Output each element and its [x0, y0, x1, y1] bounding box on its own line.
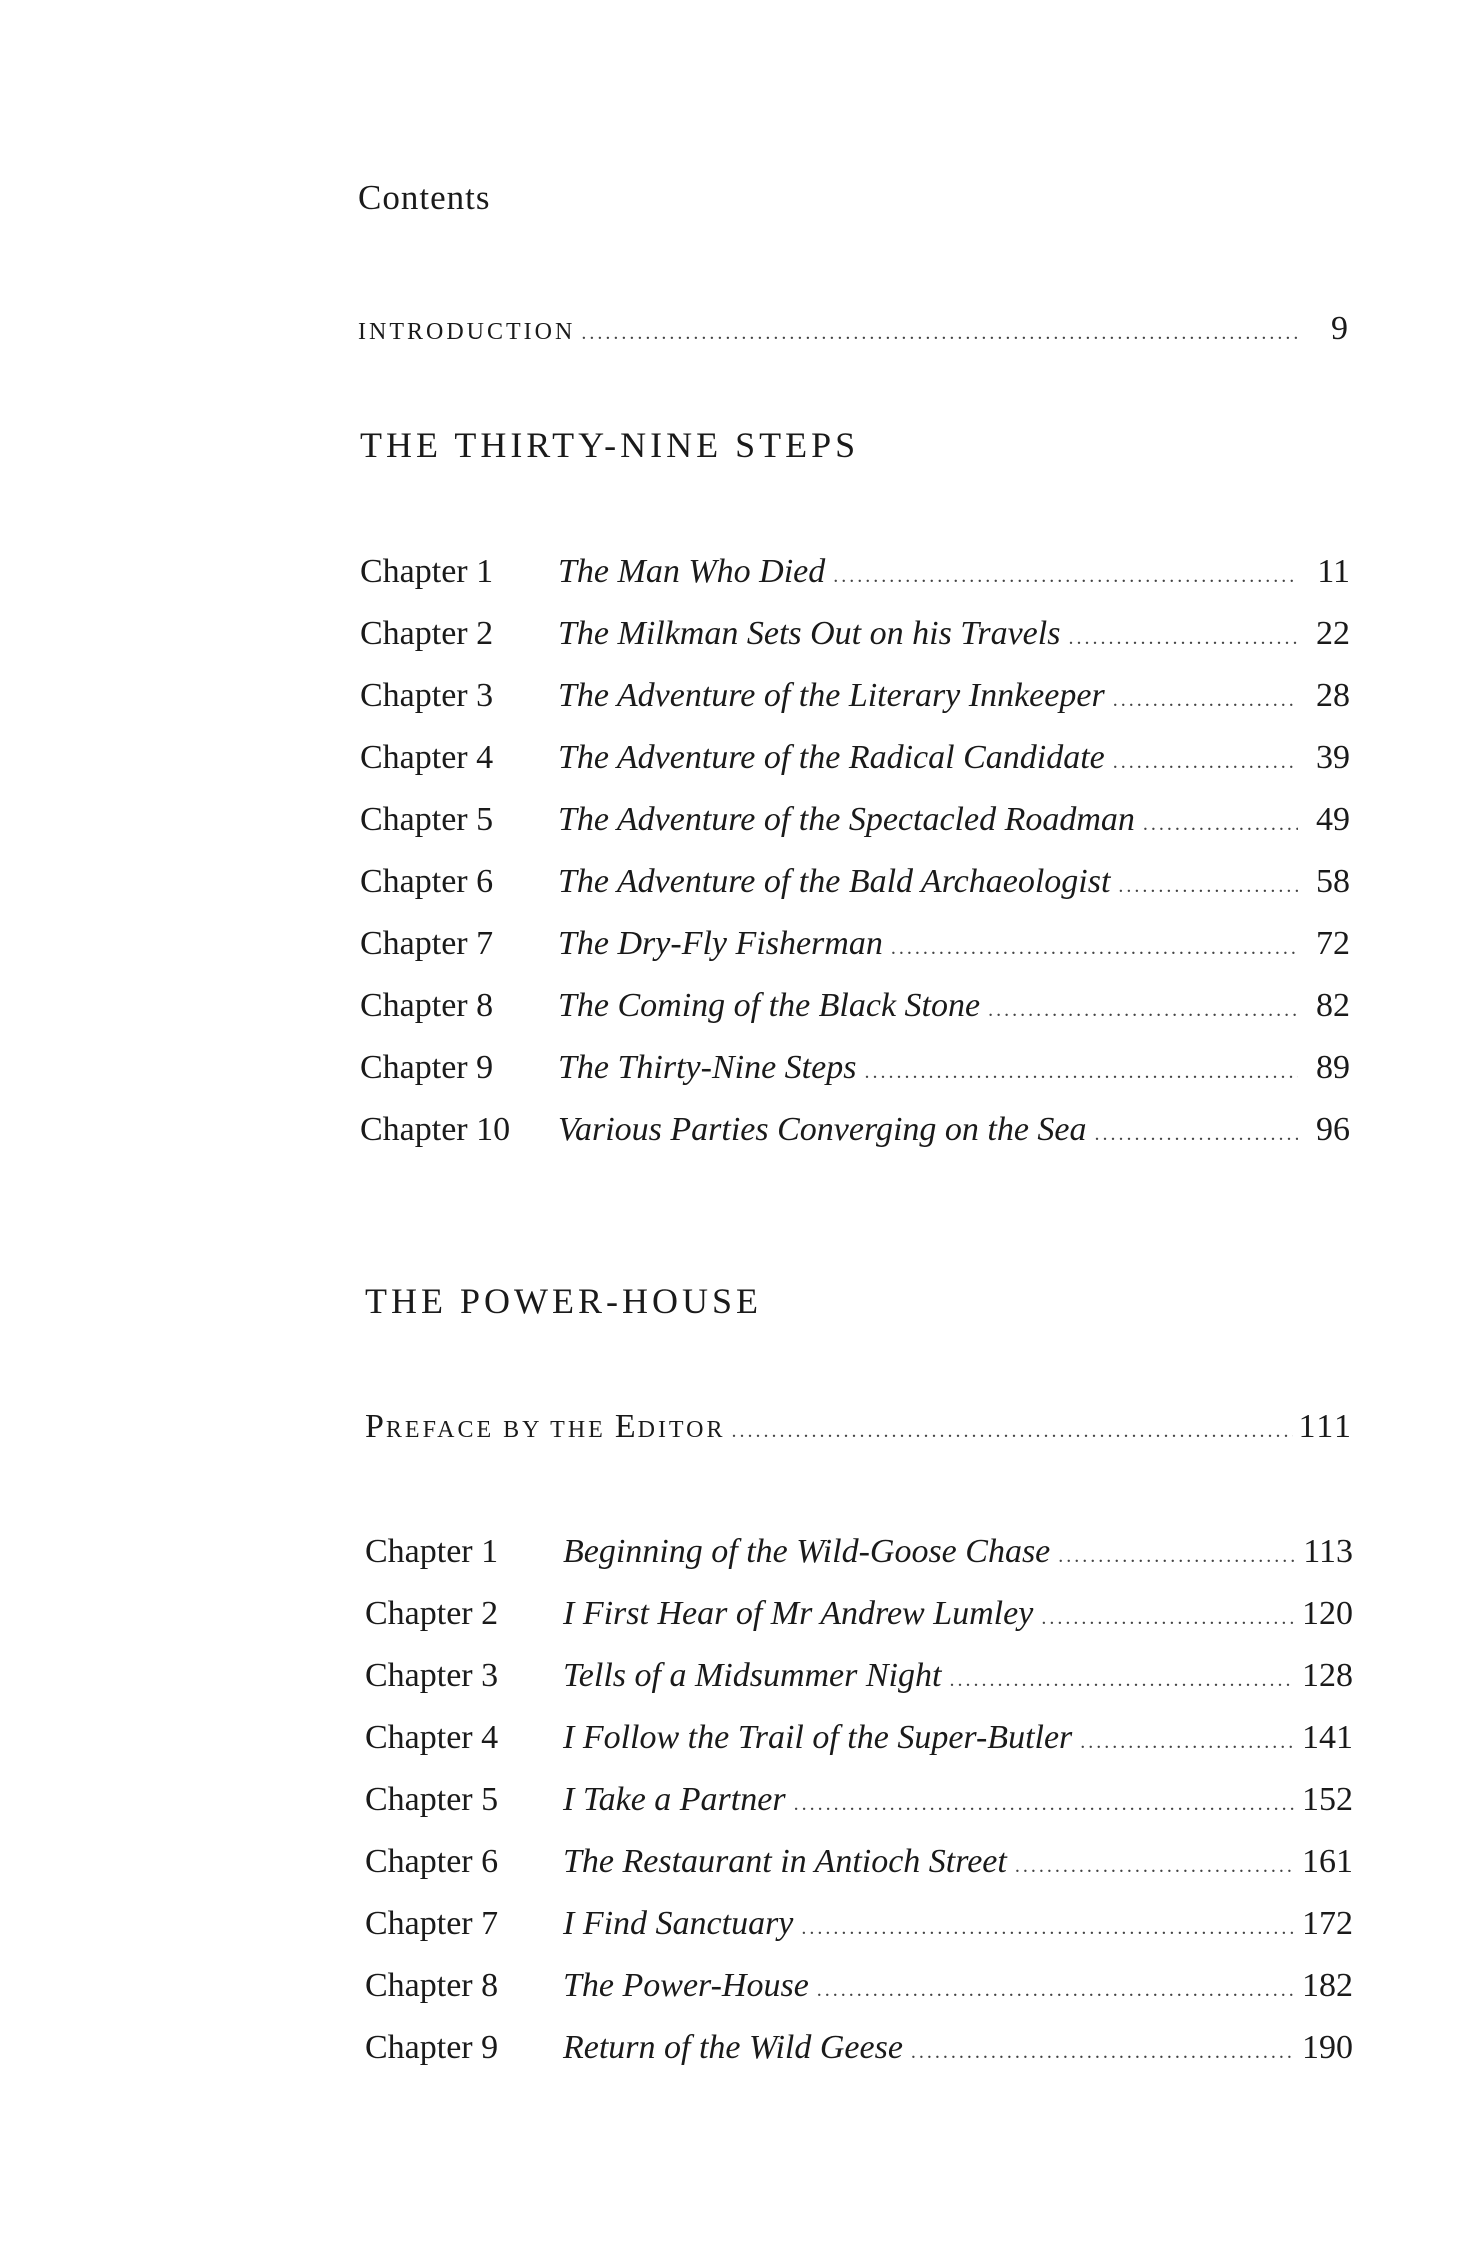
- dot-leader: [1113, 751, 1298, 774]
- section-title-thirty-nine-steps: THE THIRTY-NINE STEPS: [360, 425, 860, 465]
- page-number: 9: [1331, 310, 1348, 347]
- chapter-title: I Follow the Trail of the Super-Butler: [563, 1719, 1073, 1756]
- page-number: 141: [1302, 1719, 1353, 1756]
- page-number: 152: [1302, 1781, 1353, 1818]
- dot-leader: [911, 2041, 1294, 2064]
- dot-leader: [864, 1061, 1298, 1084]
- chapter-title: Tells of a Midsummer Night: [563, 1657, 942, 1694]
- chapter-number: Chapter 9: [360, 1049, 494, 1086]
- toc-entry-preface[interactable]: [365, 1408, 1353, 1446]
- dot-leader: [891, 937, 1298, 960]
- entry-label: INTRODUCTION: [358, 319, 576, 345]
- chapter-number: Chapter 3: [365, 1657, 499, 1694]
- chapter-title: The Adventure of the Radical Candidate: [558, 739, 1105, 776]
- section-title-power-house: THE POWER-HOUSE: [365, 1281, 762, 1321]
- page-number: 96: [1316, 1111, 1350, 1148]
- page-number: 111: [1298, 1408, 1353, 1445]
- toc-entry[interactable]: [360, 863, 1350, 901]
- chapter-number: Chapter 1: [360, 553, 494, 590]
- chapter-number: Chapter 4: [365, 1719, 499, 1756]
- page-number: 120: [1302, 1595, 1353, 1632]
- toc-entry[interactable]: [360, 1111, 1350, 1149]
- page-number: 49: [1316, 801, 1350, 838]
- page-number: 58: [1316, 863, 1350, 900]
- toc-entry[interactable]: [365, 2029, 1353, 2067]
- chapter-number: Chapter 6: [360, 863, 494, 900]
- page-title: Contents: [358, 178, 491, 217]
- chapter-number: Chapter 8: [360, 987, 494, 1024]
- dot-leader: [1095, 1123, 1298, 1146]
- chapter-number: Chapter 1: [365, 1533, 499, 1570]
- chapter-title: Beginning of the Wild-Goose Chase: [563, 1533, 1051, 1570]
- chapter-number: Chapter 2: [365, 1595, 499, 1632]
- chapter-title: The Man Who Died: [558, 553, 826, 590]
- dot-leader: [1143, 813, 1298, 836]
- page-number: 72: [1316, 925, 1350, 962]
- toc-entry[interactable]: [365, 1781, 1353, 1819]
- page-number: 128: [1302, 1657, 1353, 1694]
- page-number: 89: [1316, 1049, 1350, 1086]
- page-number: 190: [1302, 2029, 1353, 2066]
- dot-leader: [801, 1917, 1294, 1940]
- chapter-number: Chapter 3: [360, 677, 494, 714]
- page-number: 182: [1302, 1967, 1353, 2004]
- dot-leader: [1015, 1855, 1294, 1878]
- chapter-number: Chapter 4: [360, 739, 494, 776]
- chapter-title: The Power-House: [563, 1967, 809, 2004]
- dot-leader: [1118, 875, 1298, 898]
- toc-entry[interactable]: [360, 925, 1350, 963]
- chapter-number: Chapter 9: [365, 2029, 499, 2066]
- chapter-number: Chapter 2: [360, 615, 494, 652]
- dot-leader: [1041, 1607, 1294, 1630]
- toc-entry-introduction[interactable]: [358, 310, 1348, 348]
- chapter-title: The Dry-Fly Fisherman: [558, 925, 883, 962]
- toc-entry[interactable]: [360, 739, 1350, 777]
- page-number: 39: [1316, 739, 1350, 776]
- toc-entry[interactable]: [360, 677, 1350, 715]
- dot-leader: [817, 1979, 1294, 2002]
- dot-leader: [1058, 1545, 1295, 1568]
- page-number: 28: [1316, 677, 1350, 714]
- chapter-title: The Adventure of the Spectacled Roadman: [558, 801, 1135, 838]
- chapter-number: Chapter 6: [365, 1843, 499, 1880]
- toc-entry[interactable]: [365, 1657, 1353, 1695]
- chapter-number: Chapter 8: [365, 1967, 499, 2004]
- toc-entry[interactable]: [365, 1595, 1353, 1633]
- chapter-title: The Restaurant in Antioch Street: [563, 1843, 1007, 1880]
- page-number: 11: [1317, 553, 1350, 590]
- toc-entry[interactable]: [365, 1905, 1353, 1943]
- dot-leader: [1068, 627, 1298, 650]
- chapter-title: I First Hear of Mr Andrew Lumley: [563, 1595, 1034, 1632]
- chapter-title: The Adventure of the Literary Innkeeper: [558, 677, 1105, 714]
- dot-leader: [988, 999, 1298, 1022]
- toc-entry[interactable]: [360, 801, 1350, 839]
- toc-entry[interactable]: [365, 1967, 1353, 2005]
- page-number: 172: [1302, 1905, 1353, 1942]
- dot-leader: [833, 565, 1298, 588]
- toc-entry[interactable]: [360, 1049, 1350, 1087]
- dot-leader: [732, 1420, 1293, 1443]
- dot-leader: [581, 322, 1302, 345]
- chapter-title: I Take a Partner: [563, 1781, 786, 1818]
- dot-leader: [1080, 1731, 1294, 1754]
- dot-leader: [1113, 689, 1298, 712]
- dot-leader: [949, 1669, 1294, 1692]
- toc-entry[interactable]: [365, 1843, 1353, 1881]
- toc-entry[interactable]: [360, 987, 1350, 1025]
- page-number: 82: [1316, 987, 1350, 1024]
- chapter-title: Return of the Wild Geese: [563, 2029, 903, 2066]
- chapter-number: Chapter 5: [365, 1781, 499, 1818]
- toc-entry[interactable]: [360, 615, 1350, 653]
- chapter-title: Various Parties Converging on the Sea: [558, 1111, 1087, 1148]
- chapter-title: The Milkman Sets Out on his Travels: [558, 615, 1061, 652]
- toc-entry[interactable]: [365, 1719, 1353, 1757]
- toc-entry[interactable]: [365, 1533, 1353, 1571]
- chapter-title: The Thirty-Nine Steps: [558, 1049, 857, 1086]
- entry-label: PREFACE BY THE EDITOR: [365, 1408, 726, 1445]
- dot-leader: [794, 1793, 1294, 1816]
- chapter-number: Chapter 7: [360, 925, 494, 962]
- chapter-number: Chapter 10: [360, 1111, 511, 1148]
- chapter-number: Chapter 5: [360, 801, 494, 838]
- chapter-title: I Find Sanctuary: [563, 1905, 794, 1942]
- chapter-title: The Coming of the Black Stone: [558, 987, 981, 1024]
- toc-entry[interactable]: [360, 553, 1350, 591]
- page-number: 22: [1316, 615, 1350, 652]
- page-number: 113: [1303, 1533, 1353, 1570]
- page-number: 161: [1302, 1843, 1353, 1880]
- chapter-number: Chapter 7: [365, 1905, 499, 1942]
- chapter-title: The Adventure of the Bald Archaeologist: [558, 863, 1111, 900]
